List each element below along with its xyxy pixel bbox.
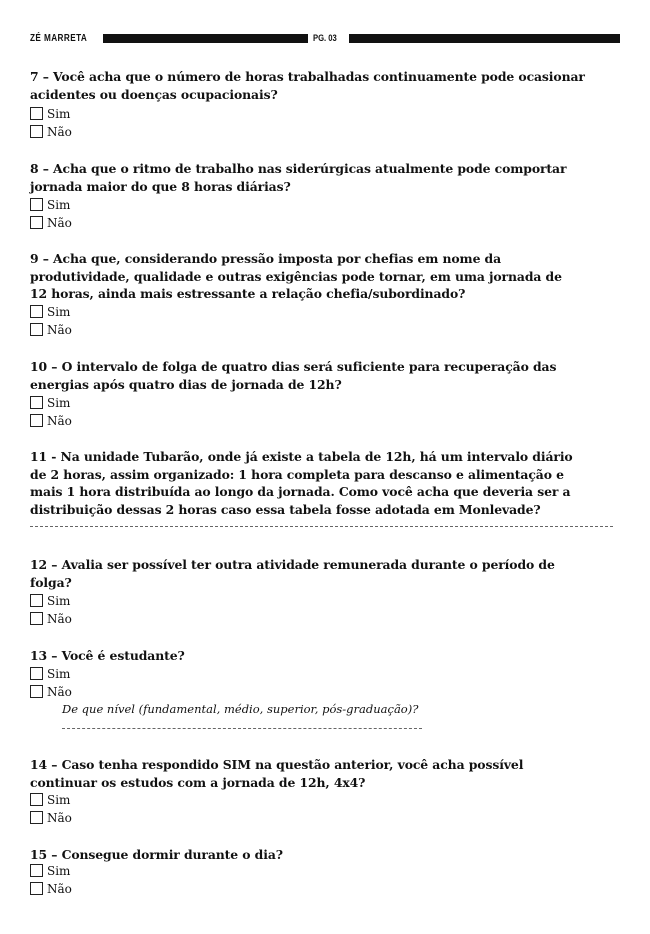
checkbox[interactable] [30, 864, 43, 877]
checkbox[interactable] [30, 811, 43, 824]
brand-name: ZÉ MARRETA [30, 32, 88, 44]
q7-option-sim[interactable]: Sim [30, 105, 70, 122]
question-14: 14 – Caso tenha respondido SIM na questão anterior, você acha possível continuar os estudos com a jornada de 12h, 4x4? [30, 757, 524, 790]
header-bar-right [349, 34, 620, 43]
question-11: 11 - Na unidade Tubarão, onde já existe a tabela de 12h, há um intervalo diário de 2 horas, assim organizado: 1 hora completa para descanso e alimentação e mais 1 hora distribuída ao longo da jornada. Como você acha que deveria ser a distribuição dessas 2 horas caso essa tabela fosse adotada em Monlevade? [30, 449, 573, 517]
q10-option-nao[interactable]: Não [30, 412, 72, 429]
q9-option-sim[interactable]: Sim [30, 303, 70, 320]
question-10: 10 – O intervalo de folga de quatro dias será suficiente para recuperação das energias após quatro dias de jornada de 12h? [30, 359, 557, 392]
checkbox[interactable] [30, 198, 43, 211]
q12-option-nao[interactable]: Não [30, 610, 72, 627]
checkbox[interactable] [30, 125, 43, 138]
header-bar-left [103, 34, 308, 43]
q8-option-nao[interactable]: Não [30, 214, 72, 231]
checkbox[interactable] [30, 594, 43, 607]
checkbox[interactable] [30, 793, 43, 806]
question-7: 7 – Você acha que o número de horas trabalhadas continuamente pode ocasionar acidentes ou doenças ocupacionais? [30, 69, 585, 102]
q8-option-sim[interactable]: Sim [30, 196, 70, 213]
q13-followup-question: De que nível (fundamental, médio, superior, pós-graduação)? [62, 702, 419, 716]
checkbox[interactable] [30, 414, 43, 427]
page-header [30, 30, 620, 46]
q13-option-sim[interactable]: Sim [30, 665, 70, 682]
checkbox[interactable] [30, 667, 43, 680]
q11-answer-line[interactable] [30, 526, 613, 527]
checkbox[interactable] [30, 612, 43, 625]
checkbox[interactable] [30, 882, 43, 895]
q14-option-nao[interactable]: Não [30, 809, 72, 826]
checkbox[interactable] [30, 323, 43, 336]
q7-option-nao[interactable]: Não [30, 123, 72, 140]
q15-option-sim[interactable]: Sim [30, 862, 70, 879]
checkbox[interactable] [30, 685, 43, 698]
q13-followup-answer-line[interactable] [62, 728, 422, 729]
q12-option-sim[interactable]: Sim [30, 592, 70, 609]
checkbox[interactable] [30, 216, 43, 229]
question-12: 12 – Avalia ser possível ter outra atividade remunerada durante o período de folga? [30, 557, 555, 590]
question-9: 9 – Acha que, considerando pressão imposta por chefias em nome da produtividade, qualidade e outras exigências pode tornar, em uma jornada de 12 horas, ainda mais estressante a relação chefia/subordinado? [30, 251, 562, 301]
page-number: PG. 03 [313, 33, 337, 43]
question-8: 8 – Acha que o ritmo de trabalho nas siderúrgicas atualmente pode comportar jornada maior do que 8 horas diárias? [30, 161, 567, 194]
q9-option-nao[interactable]: Não [30, 321, 72, 338]
q10-option-sim[interactable]: Sim [30, 394, 70, 411]
checkbox[interactable] [30, 107, 43, 120]
question-13: 13 – Você é estudante? [30, 648, 185, 663]
checkbox[interactable] [30, 396, 43, 409]
q13-option-nao[interactable]: Não [30, 683, 72, 700]
q14-option-sim[interactable]: Sim [30, 791, 70, 808]
checkbox[interactable] [30, 305, 43, 318]
question-15: 15 – Consegue dormir durante o dia? [30, 847, 283, 862]
q15-option-nao[interactable]: Não [30, 880, 72, 897]
